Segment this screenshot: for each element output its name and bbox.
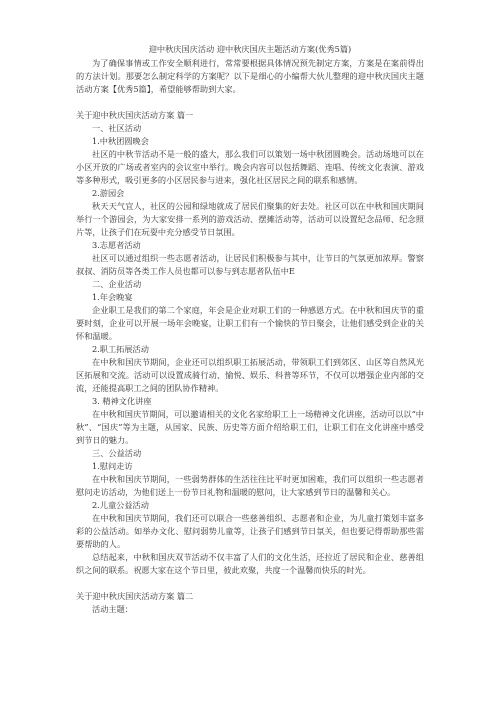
item-paragraph: 社区的中秋节活动不是一般的盛大，那么我们可以策划一场中秋团圆晚会。活动场地可以在小区开放的广场或者室内的会议室中举行。晚会内容可以包括舞蹈、连唱、传统文化表演、游戏等多种形式，吸引更多的小区居民参与进来，强化社区居民之间的联系和感情。 (76, 149, 424, 185)
item-paragraph: 社区可以通过组织一些志愿者活动，让居民们积极参与其中，让节日的气氛更加浓厚。警察叔叔、消防员等各类工作人员也都可以参与到志愿者队伍中E (76, 253, 424, 276)
item-title: 2.职工拓展活动 (92, 344, 149, 354)
item-paragraph: 在中秋和国庆节期间，一些弱势群体的生活往往比平时更加困难，我们可以组织一些志愿者慰问走访活动，为他们送上一份节日礼物和温暖的慰问，让大家感到节日的温馨和关心。 (76, 474, 424, 497)
spacer (76, 96, 424, 109)
item-title: 1.中秋团圆晚会 (92, 136, 149, 146)
item-paragraph: 在中秋和国庆节期间，可以邀请相关的文化名家给职工上一场精神文化讲座，活动可以以“中秋”、“国庆”等为主题，从国家、民族、历史等方面介绍给职工们，让职工们在文化讲座中感受到节日的魅力。 (76, 409, 424, 445)
item-title: 3.志愿者活动 (92, 240, 141, 250)
item-paragraph: 企业职工是我们的第二个家庭，年会是企业对职工们的一种感恩方式。在中秋和国庆节的重要时刻，企业可以开展一场年会晚宴，让职工们有一个愉快的节日聚会，让他们感受到企业的关怀和温暖。 (76, 305, 424, 341)
item-paragraph: 秋天天气宜人，社区的公园和绿地就成了居民们聚集的好去处。社区可以在中秋和国庆期间举行一个游园会，为大家安排一系列的游戏活动、摆摊活动等，活动可以设置纪念品师、纪念照片等，让孩子们在玩耍中充分感受节日氛围。 (76, 201, 424, 237)
summary-paragraph: 总结起来，中秋和国庆双节活动不仅丰富了人们的文化生活，还拉近了居民和企业、慈善组织之间的联系。祝愿大家在这个节日里，彼此欢聚，共度一个温馨而快乐的时光。 (76, 552, 424, 575)
item-paragraph: 在中秋和国庆节期间，我们还可以联合一些慈善组织、志愿者和企业，为儿童打策划丰富多彩的公益活动。如举办文化、慰问弱势儿童等，让孩子们感到节日氛关，但也要记得帮助那些需要帮助的人。 (76, 513, 424, 549)
spacer (76, 577, 424, 590)
category-community: 一、社区活动 (92, 123, 142, 133)
section2-subheading: 活动主题： (92, 604, 133, 614)
category-charity: 三、公益活动 (92, 448, 142, 458)
item-title: 3. 精神文化讲座 (92, 396, 152, 406)
section2-title: 关于迎中秋庆国庆活动方案 篇二 (76, 591, 194, 601)
item-title: 1.慰问走访 (92, 461, 133, 471)
intro-paragraph: 为了确保事情或工作安全顺利进行，常常要根据具体情况预先制定方案，方案是在案前得出的方法计划。那要怎么制定科学的方案呢？以下是细心的小编帮大伙儿整理的迎中秋庆国庆主题活动方案【优秀5篇】，希望能够帮助到大家。 (76, 58, 424, 94)
item-title: 2.儿童公益活动 (92, 500, 149, 510)
item-title: 1.年会晚宴 (92, 292, 133, 302)
item-title: 2.游园会 (92, 188, 125, 198)
document-title: 迎中秋庆国庆活动 迎中秋庆国庆主题活动方案(优秀5篇) (148, 44, 352, 54)
section1-title: 关于迎中秋庆国庆活动方案 篇一 (76, 110, 194, 120)
item-paragraph: 在中秋和国庆节期间，企业还可以组织职工拓展活动，带领职工们到郊区、山区等自然风光区拓展和交流。活动可以设置成骑行动、愉悦、娱乐、科普等环节，不仅可以增强企业内部的交流，还能提高职工之间的团队协作精神。 (76, 357, 424, 393)
category-enterprise: 二、企业活动 (92, 279, 142, 289)
